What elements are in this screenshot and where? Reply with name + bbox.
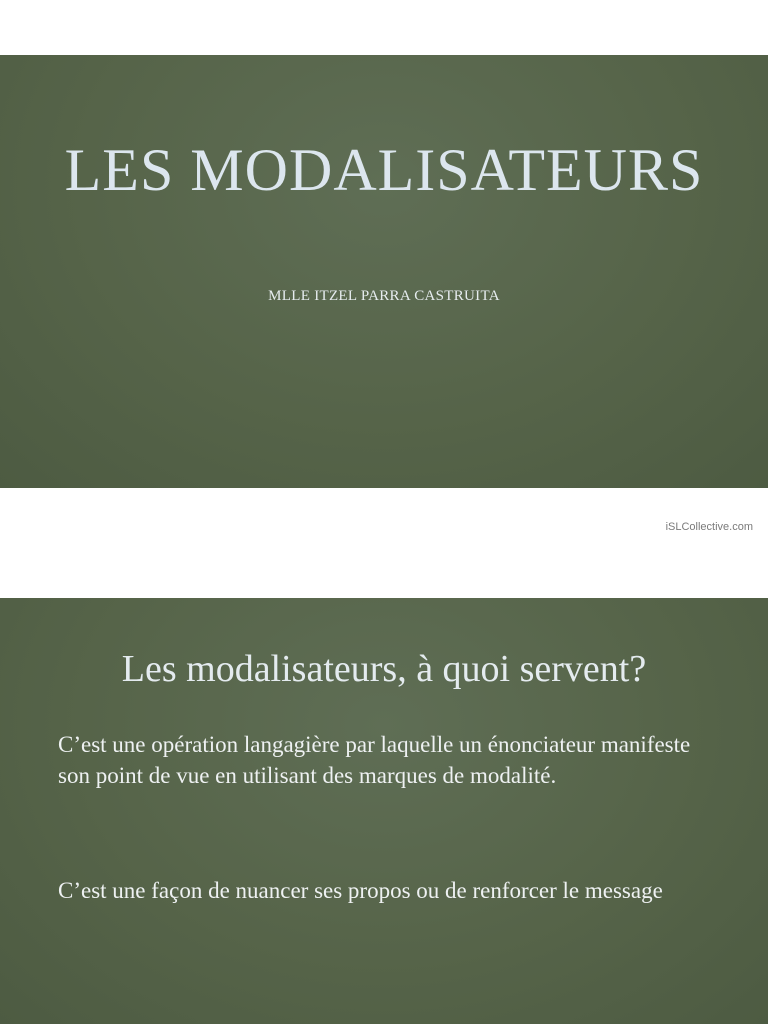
slide-2-title: Les modalisateurs, à quoi servent?	[121, 648, 647, 690]
slide-1-subtitle: MLLE ITZEL PARRA CASTRUITA	[268, 288, 500, 304]
slide-2-paragraph-2: C’est une façon de nuancer ses propos ou de renforcer le message	[58, 878, 663, 903]
slide-2	[0, 598, 768, 1024]
slide-1-title: LES MODALISATEURS	[64, 137, 704, 203]
slide-1	[0, 55, 768, 488]
watermark-text: iSLCollective.com	[665, 521, 753, 533]
slide-2-paragraph-1: C’est une opération langagière par laquelle un énonciateur manifeste son point de vue en utilisant des marques de modalité.	[58, 732, 691, 788]
